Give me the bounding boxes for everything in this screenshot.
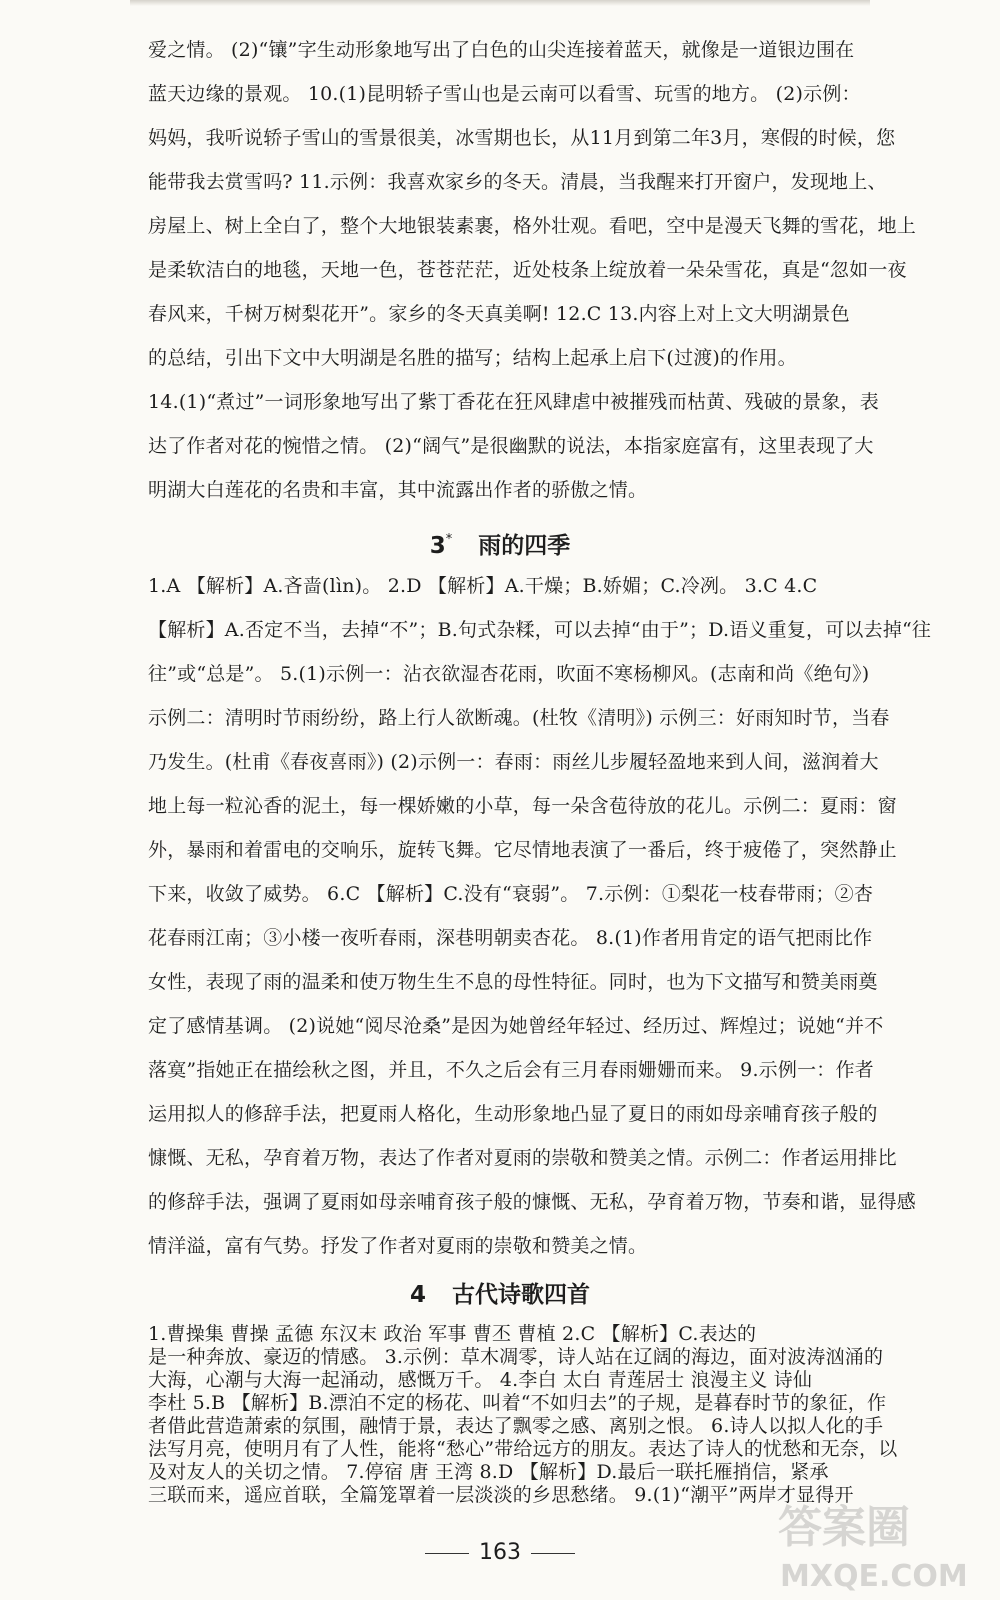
text-line: 地上每一粒沁香的泥土，每一棵娇嫩的小草，每一朵含苞待放的花儿。示例二：夏雨：窗 [148, 795, 897, 817]
text-line: 房屋上、树上全白了，整个大地银装素裹，格外壮观。看吧，空中是漫天飞舞的雪花，地上 [148, 215, 917, 237]
text-line: 及对友人的关切之情。 7.停宿 唐 王湾 8.D 【解析】D.最后一联托雁捎信，紧承 [148, 1461, 829, 1483]
text-line: 爱之情。 (2)“镶”字生动形象地写出了白色的山尖连接着蓝天，就像是一道银边围在 [148, 39, 855, 61]
text-line: 的总结，引出下文中大明湖是名胜的描写；结构上起承上启下(过渡)的作用。 [148, 347, 797, 369]
watermark-text-bottom: MXQE.COM [780, 1559, 968, 1594]
text-line: 明湖大白莲花的名贵和丰富，其中流露出作者的骄傲之情。 [148, 479, 648, 501]
text-line: 示例二：清明时节雨纷纷，路上行人欲断魂。(杜牧《清明》) 示例三：好雨知时节，当春 [148, 707, 890, 729]
text-line: 乃发生。(杜甫《春夜喜雨》) (2)示例一：春雨：雨丝儿步履轻盈地来到人间，滋润着大 [148, 751, 879, 773]
text-line: 【解析】A.否定不当，去掉“不”；B.句式杂糅，可以去掉“由于”；D.语义重复，可以去掉“往 [148, 619, 932, 641]
text-line: 1.曹操集 曹操 孟德 东汉末 政治 军事 曹丕 曹植 2.C 【解析】C.表达的 [148, 1323, 757, 1345]
text-line: 外，暴雨和着雷电的交响乐，旋转飞舞。它尽情地表演了一番后，终于疲倦了，突然静止 [148, 839, 897, 861]
text-line: 1.A 【解析】A.吝啬(lìn)。 2.D 【解析】A.干燥；B.娇媚；C.冷冽。 3.C 4.C [148, 575, 818, 597]
text-line: 的修辞手法，强调了夏雨如母亲哺育孩子般的慷慨、无私，孕育着万物，节奏和谐，显得感 [148, 1191, 917, 1213]
right-dash [531, 1553, 575, 1554]
text-line: 春风来，千树万树梨花开”。家乡的冬天真美啊! 12.C 13.内容上对上文大明湖景色 [148, 303, 850, 325]
text-line: 李杜 5.B 【解析】B.漂泊不定的杨花、叫着“不如归去”的子规，是暮春时节的象征，作 [148, 1392, 887, 1414]
text-line: 14.(1)“煮过”一词形象地写出了紫丁香花在狂风肆虐中被摧残而枯黄、残破的景象，表 [148, 391, 879, 413]
left-dash [425, 1553, 469, 1554]
text-line: 者借此营造萧索的氛围，融情于景，表达了飘零之感、离别之恨。 6.诗人以拟人化的手 [148, 1415, 884, 1437]
heading-number: 4 [409, 1282, 426, 1308]
text-line: 花春雨江南；③小楼一夜听春雨，深巷明朝卖杏花。 8.(1)作者用肯定的语气把雨比作 [148, 927, 873, 949]
text-line: 能带我去赏雪吗? 11.示例：我喜欢家乡的冬天。清晨，当我醒来打开窗户，发现地上、 [148, 171, 887, 193]
text-line: 大海，心潮与大海一起涌动，感慨万千。 4.李白 太白 青莲居士 浪漫主义 诗仙 [148, 1369, 813, 1391]
heading-number: 3 [429, 533, 446, 559]
heading-title: 古代诗歌四首 [452, 1282, 590, 1308]
text-line: 是柔软洁白的地毯，天地一色，苍苍茫茫，近处枝条上绽放着一朵朵雪花，真是“忽如一夜 [148, 259, 907, 281]
text-line: 运用拟人的修辞手法，把夏雨人格化，生动形象地凸显了夏日的雨如母亲哺育孩子般的 [148, 1103, 878, 1125]
text-line: 下来，收敛了威势。 6.C 【解析】C.没有“衰弱”。 7.示例：①梨花一枝春带雨；②杏 [148, 883, 874, 905]
text-line: 女性，表现了雨的温柔和使万物生生不息的母性特征。同时，也为下文描写和赞美雨奠 [148, 971, 878, 993]
text-line: 是一种奔放、豪迈的情感。 3.示例：草木凋零，诗人站在辽阔的海边，面对波涛汹涌的 [148, 1346, 884, 1368]
text-line: 法写月亮，使明月有了人性，能将“愁心”带给远方的朋友。表达了诗人的忧愁和无奈，以 [148, 1438, 898, 1460]
text-line: 慷慨、无私，孕育着万物，表达了作者对夏雨的崇敬和赞美之情。示例二：作者运用排比 [148, 1147, 897, 1169]
watermark-text-top: 答案圈 [778, 1502, 910, 1553]
text-line: 三联而来，遥应首联，全篇笼罩着一层淡淡的乡思愁绪。 9.(1)“潮平”两岸才显得开 [148, 1484, 854, 1506]
heading-title: 雨的四季 [478, 533, 571, 559]
top-edge-shadow [130, 0, 870, 6]
section-heading-4 [0, 1280, 1000, 1310]
text-line: 蓝天边缘的景观。 10.(1)昆明轿子雪山也是云南可以看雪、玩雪的地方。 (2)示例： [148, 83, 861, 105]
heading-star: * [445, 532, 453, 547]
text-line: 落寞”指她正在描绘秋之图，并且，不久之后会有三月春雨姗姗而来。 9.示例一：作者 [148, 1059, 874, 1081]
text-line: 往”或“总是”。 5.(1)示例一：沾衣欲湿杏花雨，吹面不寒杨柳风。(志南和尚《绝句》) [148, 663, 870, 685]
page-number-value: 163 [479, 1540, 521, 1565]
section-heading-3 [0, 525, 1000, 561]
text-line: 达了作者对花的惋惜之情。 (2)“阔气”是很幽默的说法，本指家庭富有，这里表现了大 [148, 435, 874, 457]
text-line: 妈妈，我听说轿子雪山的雪景很美，冰雪期也长，从11月到第二年3月，寒假的时候，您 [148, 127, 896, 149]
text-line: 定了感情基调。 (2)说她“阅尽沧桑”是因为她曾经年轻过、经历过、辉煌过；说她“并不 [148, 1015, 884, 1037]
text-line: 情洋溢，富有气势。抒发了作者对夏雨的崇敬和赞美之情。 [148, 1235, 648, 1257]
watermark-logo [770, 1490, 990, 1595]
